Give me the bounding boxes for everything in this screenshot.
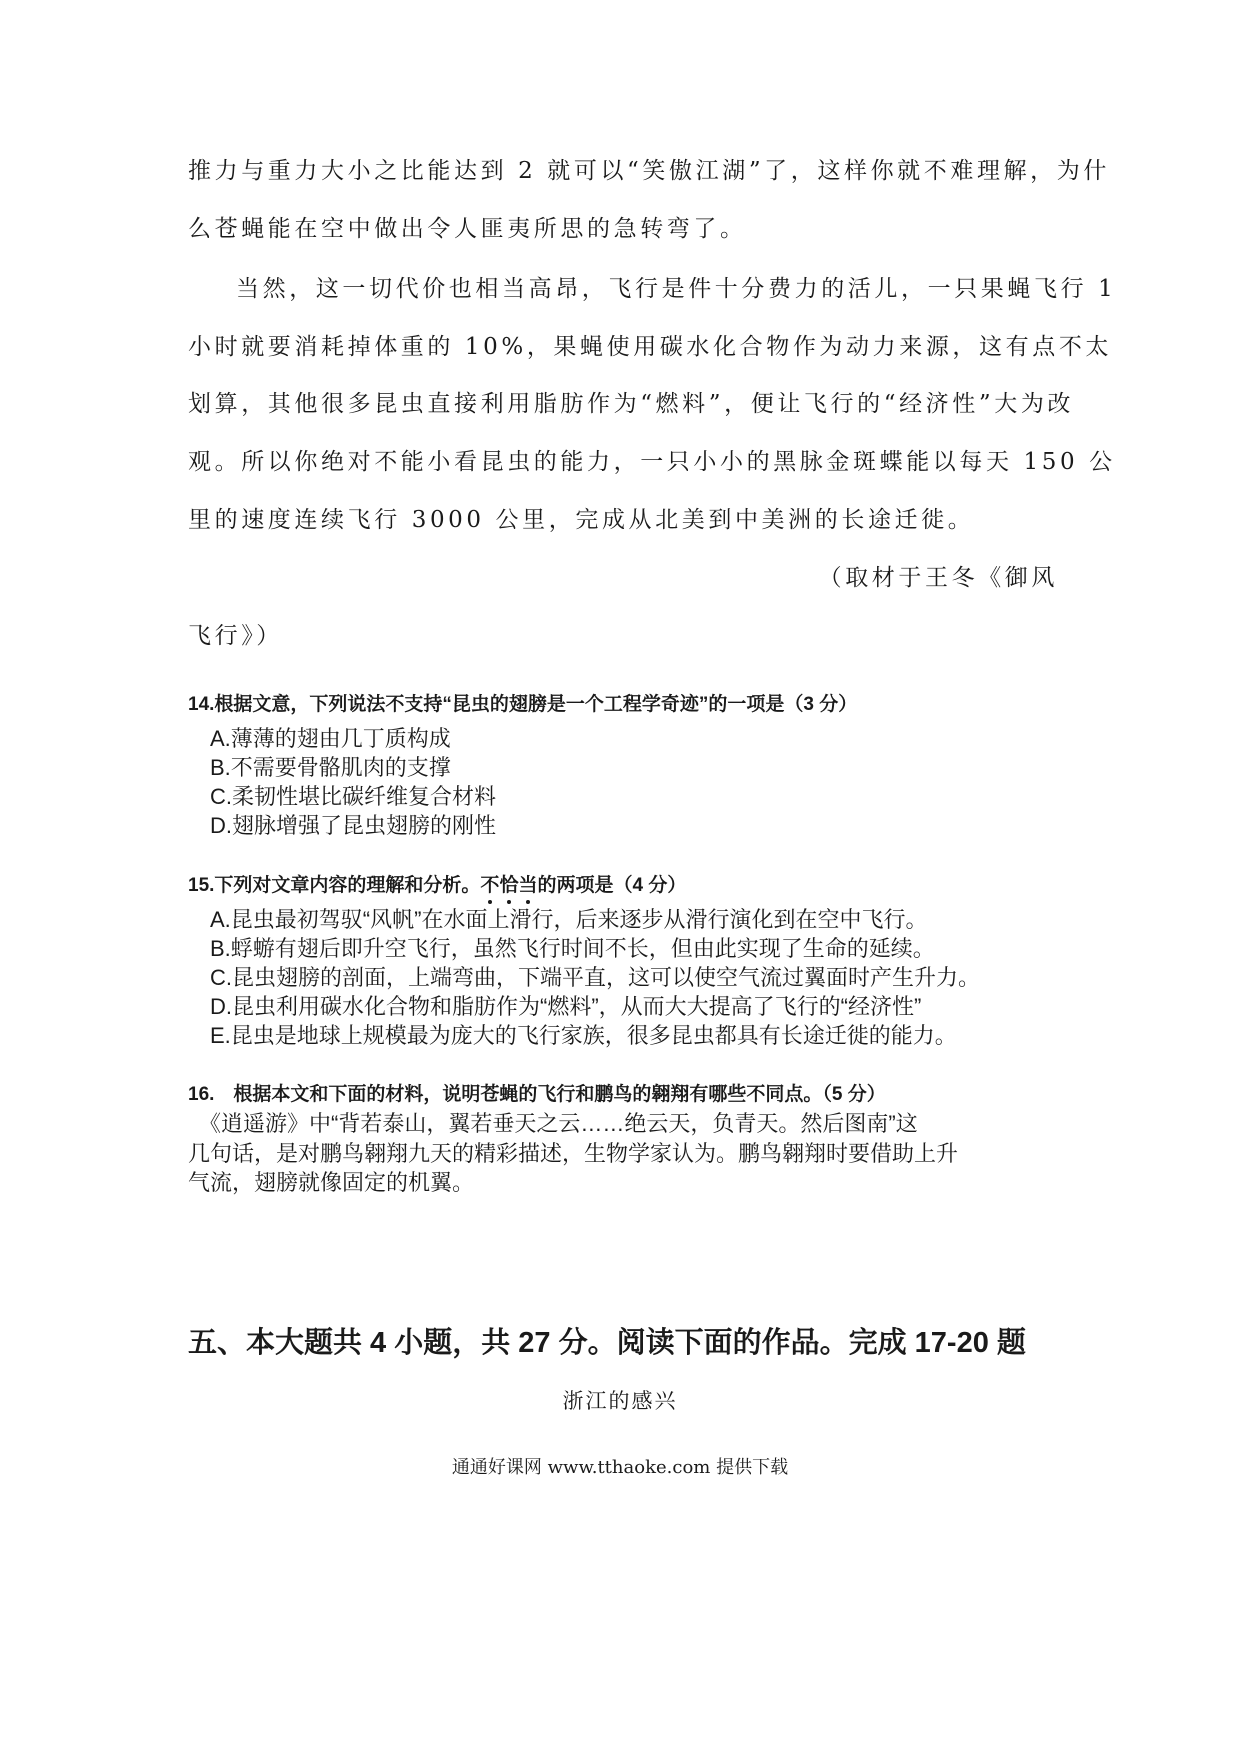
question-15-option-b: B.蜉蝣有翅后即升空飞行，虽然飞行时间不长，但由此实现了生命的延续。 [210,936,935,961]
question-16-title: 16. 根据本文和下面的材料，说明苍蝇的飞行和鹏鸟的翱翔有哪些不同点。（5 分） [188,1084,886,1105]
passage-line: 观。所以你绝对不能小看昆虫的能力，一只小小的黑脉金斑蝶能以每天 150 公 [188,449,1116,475]
question-15-emphasis [480,875,537,896]
passage-line: 推力与重力大小之比能达到 2 就可以“笑傲江湖”了，这样你就不难理解，为什 [188,158,1110,184]
emphasis-dot-char: 当 [518,875,538,896]
page-footer: 通通好课网 www.tthaoke.com 提供下载 [451,1457,789,1478]
question-15-emphasis-text [480,875,537,896]
question-15-option-a: A.昆虫最初驾驭“风帆”在水面上滑行，后来逐步从滑行演化到在空中飞行。 [210,907,928,932]
passage-source: （取材于王冬《御风 [818,565,1058,591]
question-14-option-a: A.薄薄的翅由几丁质构成 [210,726,451,751]
question-15-option-c: C.昆虫翅膀的剖面，上端弯曲，下端平直，这可以使空气流过翼面时产生升力。 [210,965,981,990]
question-15-title-start: 15.下列对文章内容的理解和分析。 [188,875,481,896]
question-14-option-c: C.柔韧性堪比碳纤维复合材料 [210,784,497,809]
question-15-option-d: D.昆虫利用碳水化合物和脂肪作为“燃料”，从而大大提高了飞行的“经济性” [210,994,922,1019]
passage-line: 划算，其他很多昆虫直接利用脂肪作为“燃料”，便让飞行的“经济性”大为改 [188,391,1075,417]
question-14-title: 14.根据文意，下列说法不支持“昆虫的翅膀是一个工程学奇迹”的一项是（3 分） [188,694,858,715]
question-14-option-b: B.不需要骨骼肌肉的支撑 [210,755,451,780]
passage-line: 么苍蝇能在空中做出令人匪夷所思的急转弯了。 [188,216,747,242]
article-title: 浙江的感兴 [562,1389,678,1413]
passage-line: 当然，这一切代价也相当高昂，飞行是件十分费力的活儿，一只果蝇飞行 1 [236,276,1117,302]
passage-source-continued: 飞行》） [188,623,283,649]
question-16-material-line: 《逍遥游》中“背若泰山，翼若垂天之云……绝云天，负青天。然后图南”这 [188,1111,918,1136]
question-15-title-end: 的两项是（4 分） [537,875,687,896]
emphasis-dot-char: 不 [480,875,500,896]
passage-line: 小时就要消耗掉体重的 10%，果蝇使用碳水化合物作为动力来源，这有点不太 [188,334,1113,360]
question-15-title [188,870,1058,897]
question-16-material-line: 几句话，是对鹏鸟翱翔九天的精彩描述，生物学家认为。鹏鸟翱翔时要借助上升 [188,1141,959,1166]
question-15-option-e: E.昆虫是地球上规模最为庞大的飞行家族，很多昆虫都具有长途迁徙的能力。 [210,1023,957,1048]
passage-line: 里的速度连续飞行 3000 公里，完成从北美到中美洲的长途迁徙。 [188,507,975,533]
section-five-heading: 五、本大题共 4 小题，共 27 分。阅读下面的作品。完成 17-20 题 [188,1327,1026,1359]
question-16-material-line: 气流，翅膀就像固定的机翼。 [188,1170,475,1195]
emphasis-dot-char: 恰 [499,875,519,896]
question-14-option-d: D.翅脉增强了昆虫翅膀的刚性 [210,813,497,838]
